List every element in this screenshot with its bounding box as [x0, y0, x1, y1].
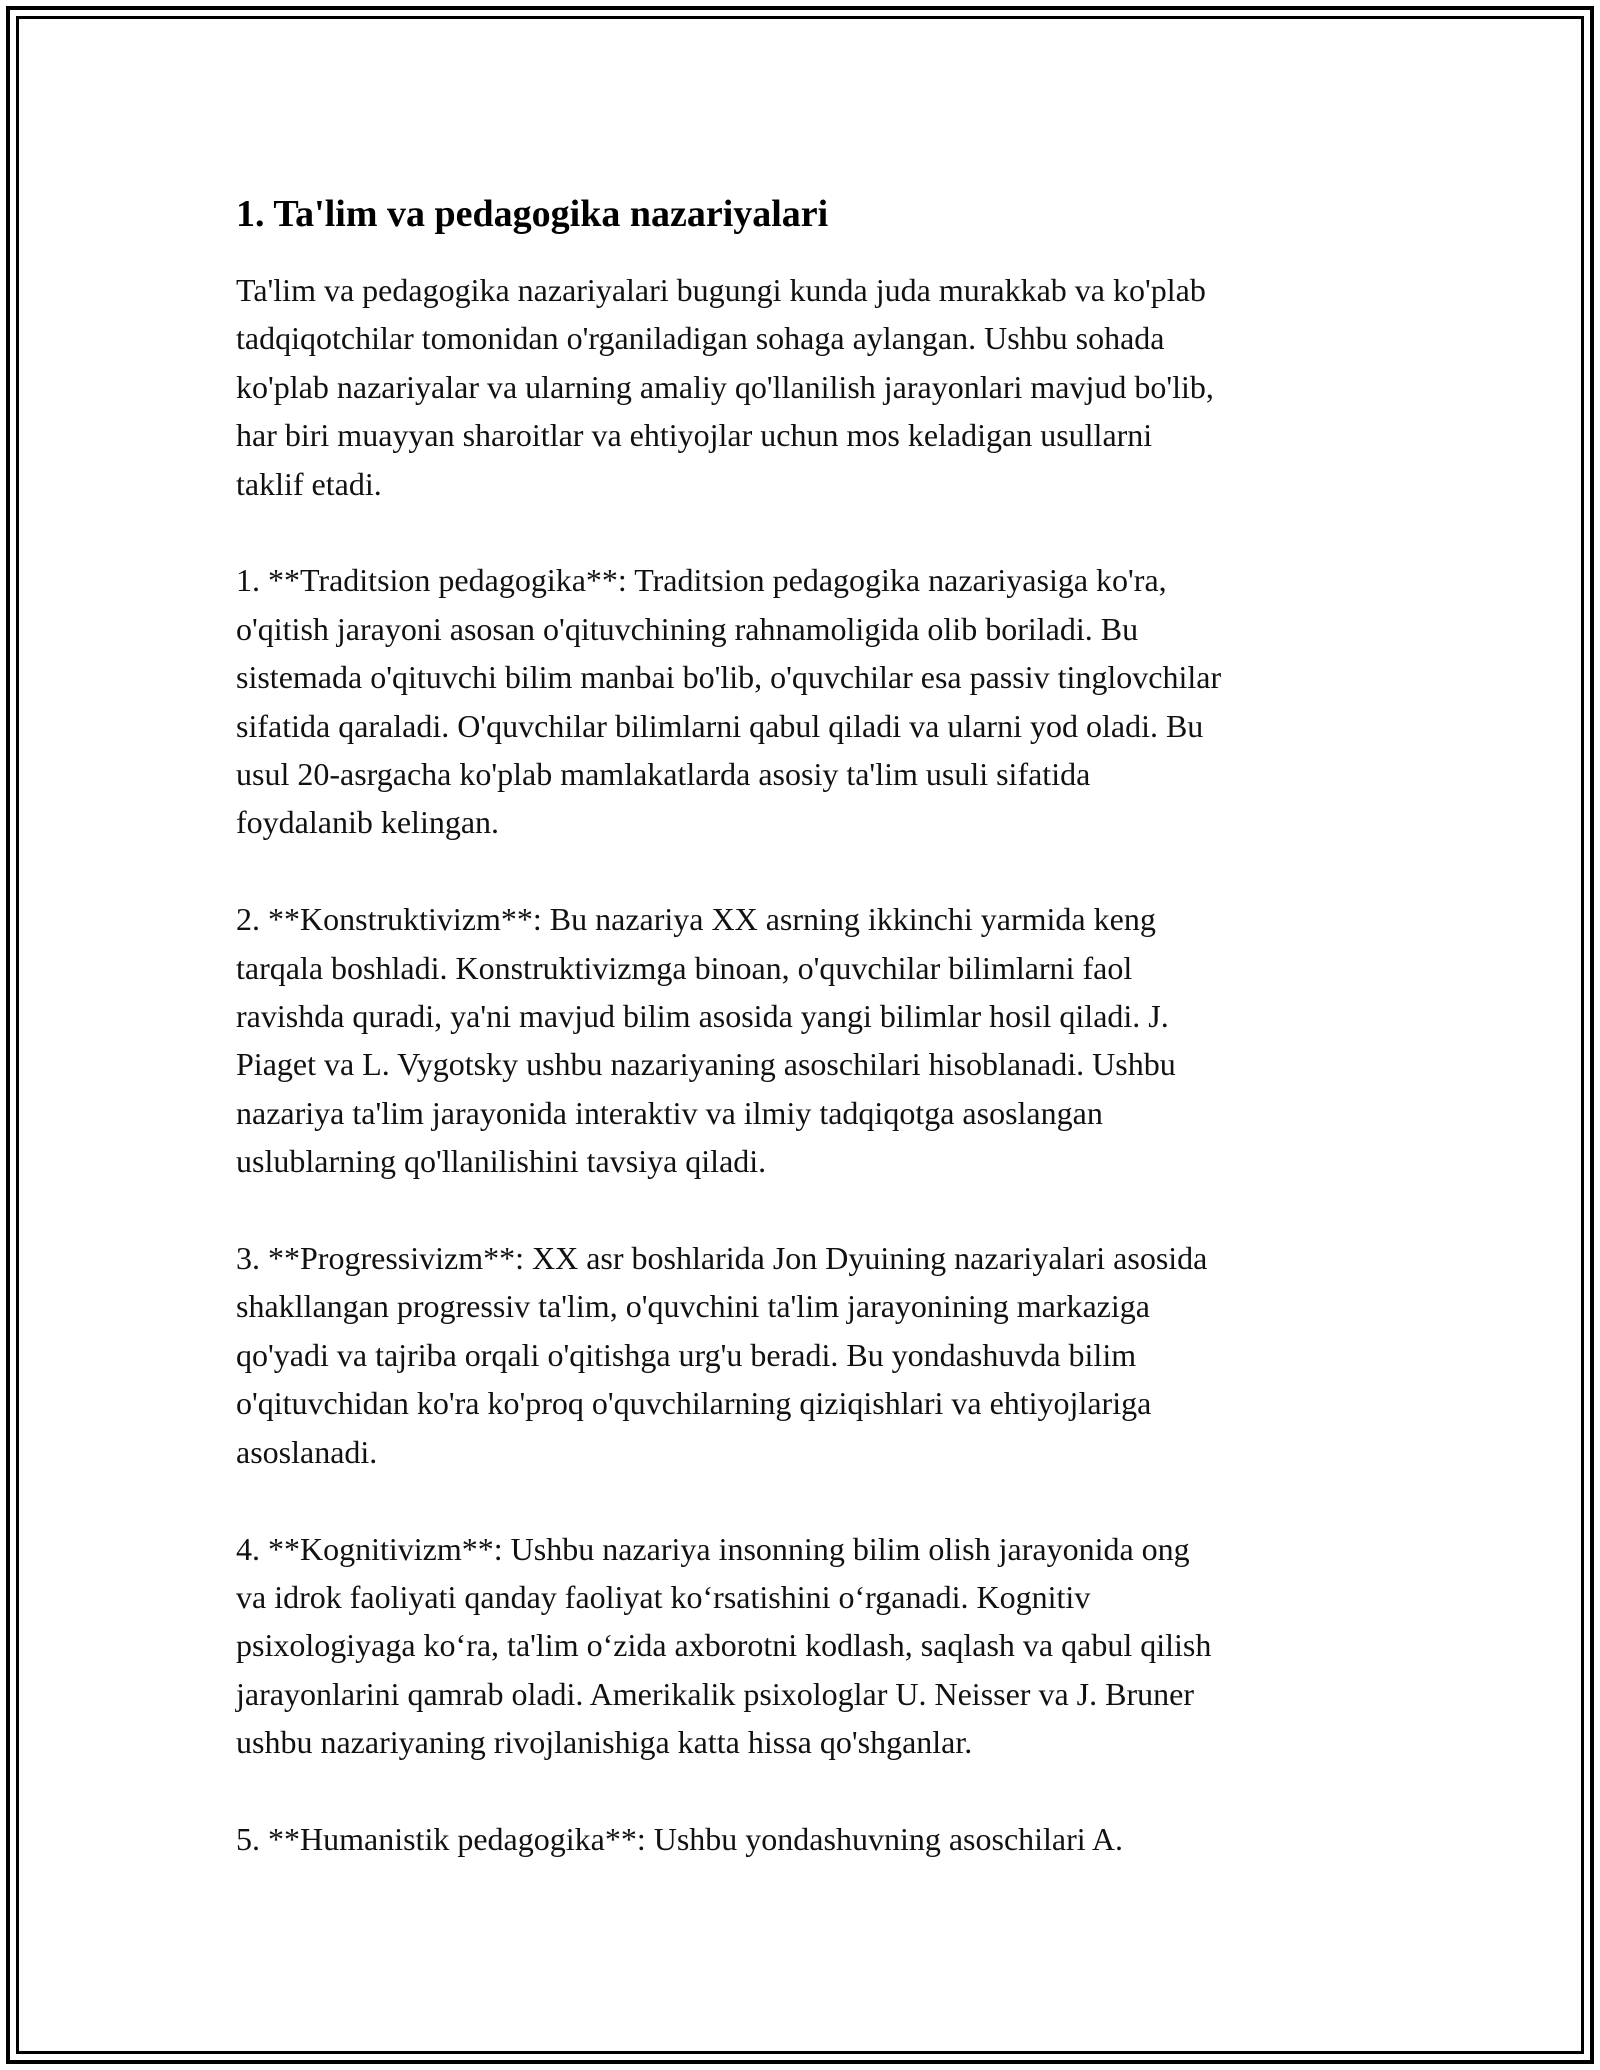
paragraph-progressivism: 3. **Progressivizm**: XX asr boshlarida Jon Dyuining nazariyalari asosida shakllangan progressiv ta'lim, o'quvchini ta'lim jarayonining markaziga qo'yadi va tajriba orqali o'qitishga urg'u beradi. Bu yondashuvda bilim o'qituvchidan ko'ra ko'proq o'quvchilarning qiziqishlari va ehtiyojlariga asoslanadi. [236, 1240, 1208, 1470]
paragraph-constructivism: 2. **Konstruktivizm**: Bu nazariya XX asrning ikkinchi yarmida keng tarqala boshladi. Konstruktivizmga binoan, o'quvchilar bilimlarni faol ravishda quradi, ya'ni mavjud bilim asosida yangi bilimlar hosil qiladi. J. Piaget va L. Vygotsky ushbu nazariyaning asoschilari hisoblanadi. Ushbu nazariya ta'lim jarayonida interaktiv va ilmiy tadqiqotga asoslangan uslublarning qo'llanilishini tavsiya qiladi. [236, 901, 1176, 1180]
paragraph-cognitivism: 4. **Kognitivizm**: Ushbu nazariya insonning bilim olish jarayonida ong va idrok faoliyati qanday faoliyat ko‘rsatishini o‘rganadi. Kognitiv psixologiyaga ko‘ra, ta'lim o‘zida axborotni kodlash, saqlash va qabul qilish jarayonlarini qamrab oladi. Amerikalik psixologlar U. Neisser va J. Bruner ushbu nazariyaning rivojlanishiga katta hissa qo'shganlar. [236, 1530, 1212, 1761]
paragraph-traditional-pedagogy: 1. **Traditsion pedagogika**: Traditsion pedagogika nazariyasiga ko'ra, o'qitish jarayoni asosan o'qituvchining rahnamoligida olib boriladi. Bu sistemada o'qituvchi bilim manbai bo'lib, o'quvchilar esa passiv tinglovchilar sifatida qaraladi. O'quvchilar bilimlarni qabul qiladi va ularni yod oladi. Bu usul 20-asrgacha ko'plab mamlakatlarda asosiy ta'lim usuli sifatida foydalanib kelingan. [236, 562, 1222, 841]
intro-paragraph: Ta'lim va pedagogika nazariyalari bugungi kunda juda murakkab va ko'plab tadqiqotchilar tomonidan o'rganiladigan sohaga aylangan. Ushbu sohada ko'plab nazariyalar va ularning amaliy qo'llanilish jarayonlari mavjud bo'lib, har biri muayyan sharoitlar va ehtiyojlar uchun mos keladigan usullarni taklif etadi. [236, 272, 1214, 502]
document-body [236, 188, 1376, 1863]
section-heading: 1. Ta'lim va pedagogika nazariyalari [236, 193, 829, 235]
paragraph-humanistic-pedagogy: 5. **Humanistik pedagogika**: Ushbu yondashuvning asoschilari A. [236, 1820, 1124, 1857]
